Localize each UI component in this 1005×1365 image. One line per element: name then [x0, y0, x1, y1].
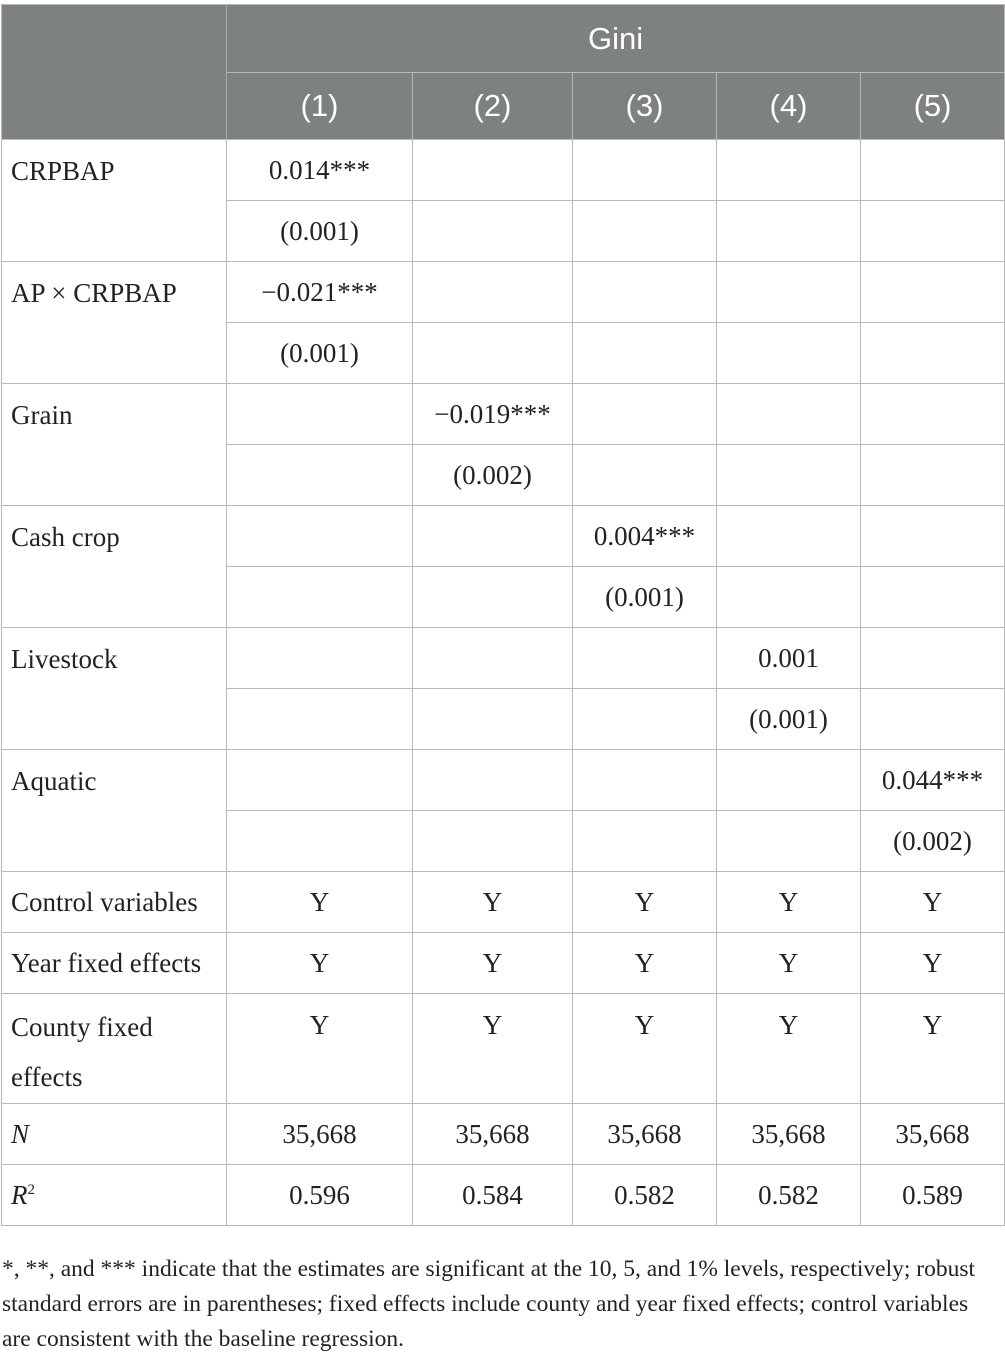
table-cell: 0.014*** — [227, 140, 413, 201]
table-row — [2, 1104, 1005, 1165]
row-label-control-variables: Control variables — [2, 872, 227, 933]
table-cell — [861, 567, 1005, 628]
row-label-n: N — [2, 1104, 227, 1165]
table-cell: (0.002) — [413, 445, 573, 506]
regression-table — [1, 4, 1005, 1226]
table-cell: 35,668 — [861, 1104, 1005, 1165]
table-cell — [227, 445, 413, 506]
table-cell: Y — [717, 933, 861, 994]
row-label-cash-crop: Cash crop — [2, 506, 227, 628]
column-header-4: (4) — [717, 73, 861, 140]
header-corner — [2, 5, 227, 140]
table-cell: 0.596 — [227, 1165, 413, 1226]
table-cell: −0.021*** — [227, 262, 413, 323]
table-cell: (0.001) — [227, 201, 413, 262]
table-row — [2, 750, 1005, 811]
table-row — [2, 140, 1005, 201]
table-cell: Y — [413, 872, 573, 933]
row-label-county-fixed-effects: County fixed effects — [2, 994, 227, 1104]
table-cell: Y — [861, 933, 1005, 994]
table-cell: Y — [717, 872, 861, 933]
table-cell — [717, 445, 861, 506]
table-cell — [717, 750, 861, 811]
column-header-2: (2) — [413, 73, 573, 140]
table-cell — [573, 689, 717, 750]
dependent-variable-header: Gini — [227, 5, 1005, 73]
table-cell: (0.002) — [861, 811, 1005, 872]
table-cell: 0.004*** — [573, 506, 717, 567]
table-cell — [573, 811, 717, 872]
table-cell: (0.001) — [227, 323, 413, 384]
table-cell: Y — [227, 872, 413, 933]
table-cell: Y — [573, 933, 717, 994]
table-cell — [861, 506, 1005, 567]
table-cell — [573, 323, 717, 384]
table-cell: 0.044*** — [861, 750, 1005, 811]
table-cell — [861, 628, 1005, 689]
table-cell: Y — [573, 994, 717, 1104]
table-cell — [573, 201, 717, 262]
table-cell — [573, 140, 717, 201]
row-label-grain: Grain — [2, 384, 227, 506]
table-cell: 35,668 — [573, 1104, 717, 1165]
table-cell: Y — [227, 933, 413, 994]
r-squared-base: R — [11, 1179, 28, 1210]
table-cell — [413, 567, 573, 628]
table-cell — [573, 262, 717, 323]
row-label-ap-crpbap: AP × CRPBAP — [2, 262, 227, 384]
table-cell: Y — [227, 994, 413, 1104]
table-cell — [861, 323, 1005, 384]
table-cell — [573, 750, 717, 811]
table-cell — [227, 628, 413, 689]
table-row — [2, 933, 1005, 994]
table-body — [2, 140, 1005, 1226]
table-cell: 0.589 — [861, 1165, 1005, 1226]
table-cell — [413, 628, 573, 689]
table-cell: Y — [861, 872, 1005, 933]
table-cell: 0.001 — [717, 628, 861, 689]
table-cell: Y — [717, 994, 861, 1104]
row-label-aquatic: Aquatic — [2, 750, 227, 872]
column-header-3: (3) — [573, 73, 717, 140]
table-cell — [227, 384, 413, 445]
table-cell — [717, 384, 861, 445]
table-cell — [717, 567, 861, 628]
table-row — [2, 872, 1005, 933]
table-cell — [861, 384, 1005, 445]
row-label-r-squared — [2, 1165, 227, 1226]
table-cell — [861, 262, 1005, 323]
table-cell — [573, 445, 717, 506]
table-cell: 35,668 — [413, 1104, 573, 1165]
table-cell — [861, 140, 1005, 201]
row-label-year-fixed-effects: Year fixed effects — [2, 933, 227, 994]
table-cell: (0.001) — [573, 567, 717, 628]
table-row — [2, 1165, 1005, 1226]
table-cell — [717, 201, 861, 262]
table-footnote: *, **, and *** indicate that the estimates are significant at the 10, 5, and 1% levels, respectively; robust standard errors are in parentheses; fixed effects include county and year fixed effects; control variables are consistent with the baseline regression. — [2, 1256, 976, 1352]
table-cell — [573, 384, 717, 445]
table-cell — [717, 262, 861, 323]
table-row — [2, 628, 1005, 689]
table-cell — [413, 506, 573, 567]
table-row — [2, 506, 1005, 567]
table-cell — [717, 140, 861, 201]
table-cell — [227, 750, 413, 811]
table-cell: −0.019*** — [413, 384, 573, 445]
table-cell — [413, 140, 573, 201]
table-cell — [717, 506, 861, 567]
table-cell — [413, 750, 573, 811]
table-cell — [861, 689, 1005, 750]
table-cell: Y — [861, 994, 1005, 1104]
table-cell — [717, 323, 861, 384]
table-cell: 0.584 — [413, 1165, 573, 1226]
table-cell — [413, 201, 573, 262]
table-cell — [717, 811, 861, 872]
table-cell — [227, 689, 413, 750]
table-cell — [413, 689, 573, 750]
table-cell — [861, 201, 1005, 262]
table-cell — [227, 567, 413, 628]
table-cell: Y — [413, 933, 573, 994]
table-row — [2, 384, 1005, 445]
table-cell — [413, 323, 573, 384]
table-cell: 35,668 — [717, 1104, 861, 1165]
row-label-crpbap: CRPBAP — [2, 140, 227, 262]
table-cell — [861, 445, 1005, 506]
table-row — [2, 262, 1005, 323]
table-cell: Y — [573, 872, 717, 933]
table-cell: (0.001) — [717, 689, 861, 750]
table-cell: Y — [413, 994, 573, 1104]
table-cell — [413, 262, 573, 323]
table-cell — [227, 506, 413, 567]
r-squared-exponent: 2 — [27, 1181, 35, 1198]
table-header — [2, 5, 1005, 140]
table-cell — [573, 628, 717, 689]
table-cell: 0.582 — [573, 1165, 717, 1226]
table-row — [2, 994, 1005, 1104]
column-header-5: (5) — [861, 73, 1005, 140]
column-header-1: (1) — [227, 73, 413, 140]
table-cell — [413, 811, 573, 872]
table-cell — [227, 811, 413, 872]
table-cell: 0.582 — [717, 1165, 861, 1226]
row-label-livestock: Livestock — [2, 628, 227, 750]
table-cell: 35,668 — [227, 1104, 413, 1165]
